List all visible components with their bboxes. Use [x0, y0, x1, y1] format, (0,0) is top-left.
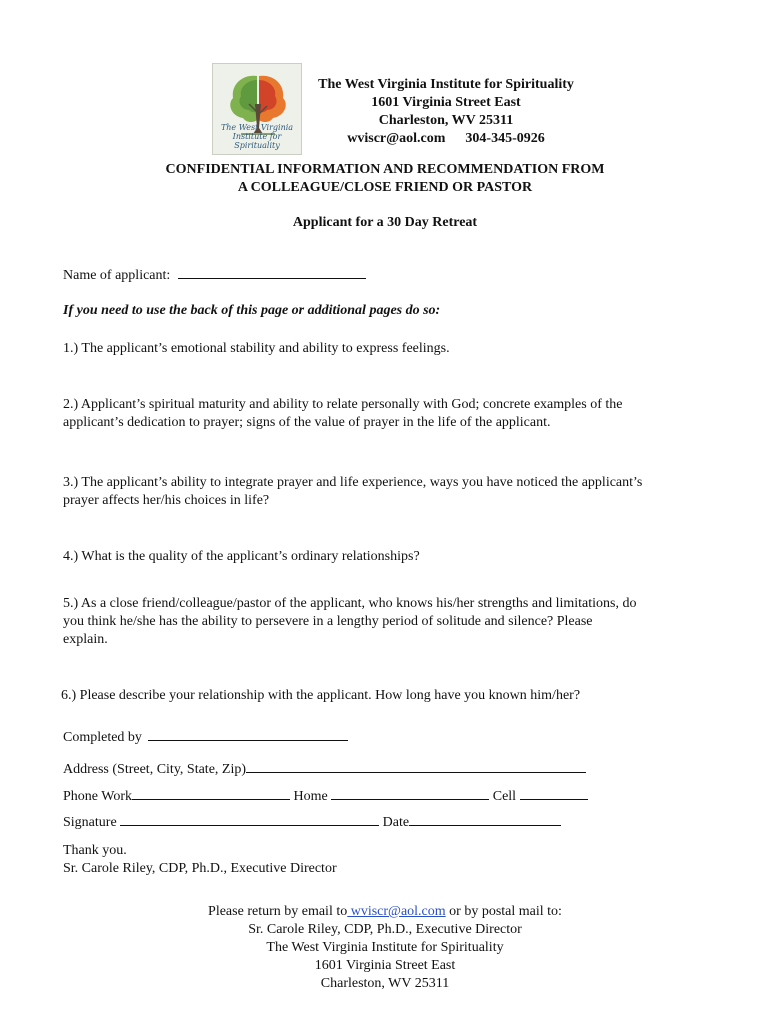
completed-by-row — [63, 727, 348, 747]
question-5 — [63, 595, 713, 649]
title-line-2: A COLLEAGUE/CLOSE FRIEND OR PASTOR — [237, 180, 533, 195]
document-subtitle: Applicant for a 30 Day Retreat — [292, 215, 478, 230]
return-line-5: Charleston, WV 25311 — [320, 976, 450, 991]
date-field[interactable] — [409, 812, 561, 826]
signature-label: Signature — [63, 815, 117, 830]
title-line-1: CONFIDENTIAL INFORMATION AND RECOMMENDATION FROM — [165, 162, 605, 177]
question-4 — [63, 548, 713, 566]
address-row — [63, 759, 586, 779]
return-email-link[interactable]: wviscr@aol.com — [347, 904, 446, 919]
org-email: wviscr@aol.com — [347, 131, 446, 146]
name-of-applicant-row — [63, 265, 366, 285]
phone-work-field[interactable] — [132, 786, 290, 800]
completed-by-field[interactable] — [148, 727, 348, 741]
question-5-text-line-2: you think he/she has the ability to persevere in a lengthy period of solitude and silence? Please — [63, 614, 593, 629]
question-2-text-line-2: applicant’s dedication to prayer; signs of the value of prayer in the life of the applicant. — [63, 415, 551, 430]
question-1 — [63, 340, 713, 358]
question-5-text-line-3: explain. — [63, 632, 108, 647]
address-label: Address (Street, City, State, Zip) — [63, 762, 247, 777]
cell-phone-field[interactable] — [520, 786, 588, 800]
signature-field[interactable] — [120, 812, 379, 826]
question-6 — [61, 687, 711, 705]
date-label: Date — [382, 815, 410, 830]
address-field[interactable] — [246, 759, 586, 773]
completed-by-label: Completed by — [63, 730, 142, 745]
return-line-3: The West Virginia Institute for Spirituality — [266, 940, 504, 955]
closing-signer: Sr. Carole Riley, CDP, Ph.D., Executive Director — [63, 861, 337, 876]
closing — [63, 842, 337, 878]
instructions: If you need to use the back of this page or additional pages do so: — [63, 303, 441, 318]
return-suffix: or by postal mail to: — [445, 904, 562, 919]
cell-label: Cell — [492, 789, 517, 804]
closing-thanks: Thank you. — [63, 843, 127, 858]
return-line-1 — [85, 903, 685, 921]
institute-logo — [212, 63, 302, 155]
question-5-text-line-1: 5.) As a close friend/colleague/pastor of the applicant, who knows his/her strengths and limitations, do — [63, 596, 637, 611]
question-4-text: 4.) What is the quality of the applicant’s ordinary relationships? — [63, 549, 420, 564]
signature-row — [63, 812, 561, 832]
phone-row — [63, 786, 588, 806]
org-phone: 304-345-0926 — [465, 131, 545, 146]
phone-work-label: Phone Work — [63, 789, 133, 804]
logo-text: The West Virginia Institute for Spirituality — [220, 123, 294, 150]
org-contact — [296, 130, 596, 148]
question-2-text-line-1: 2.) Applicant’s spiritual maturity and ability to relate personally with God; concrete examples of the — [63, 397, 623, 412]
question-1-text: 1.) The applicant’s emotional stability and ability to express feelings. — [63, 341, 450, 356]
return-line-4: 1601 Virginia Street East — [314, 958, 456, 973]
question-3-text-line-2: prayer affects her/his choices in life? — [63, 493, 270, 508]
organization-header — [296, 76, 596, 148]
org-name: The West Virginia Institute for Spirituality — [318, 77, 574, 92]
name-of-applicant-field[interactable] — [178, 265, 366, 279]
question-2 — [63, 396, 713, 432]
question-3 — [63, 474, 713, 510]
question-3-text-line-1: 3.) The applicant’s ability to integrate prayer and life experience, ways you have noticed the applicant’s — [63, 475, 643, 490]
org-street: 1601 Virginia Street East — [371, 95, 521, 110]
name-of-applicant-label: Name of applicant: — [63, 268, 171, 283]
org-city: Charleston, WV 25311 — [378, 113, 514, 128]
document-title — [85, 161, 685, 197]
return-instructions — [85, 903, 685, 993]
question-6-text: 6.) Please describe your relationship with the applicant. How long have you known him/her? — [61, 688, 581, 703]
home-phone-field[interactable] — [331, 786, 489, 800]
return-prefix: Please return by email to — [208, 904, 348, 919]
home-label: Home — [293, 789, 328, 804]
return-line-2: Sr. Carole Riley, CDP, Ph.D., Executive Director — [248, 922, 522, 937]
